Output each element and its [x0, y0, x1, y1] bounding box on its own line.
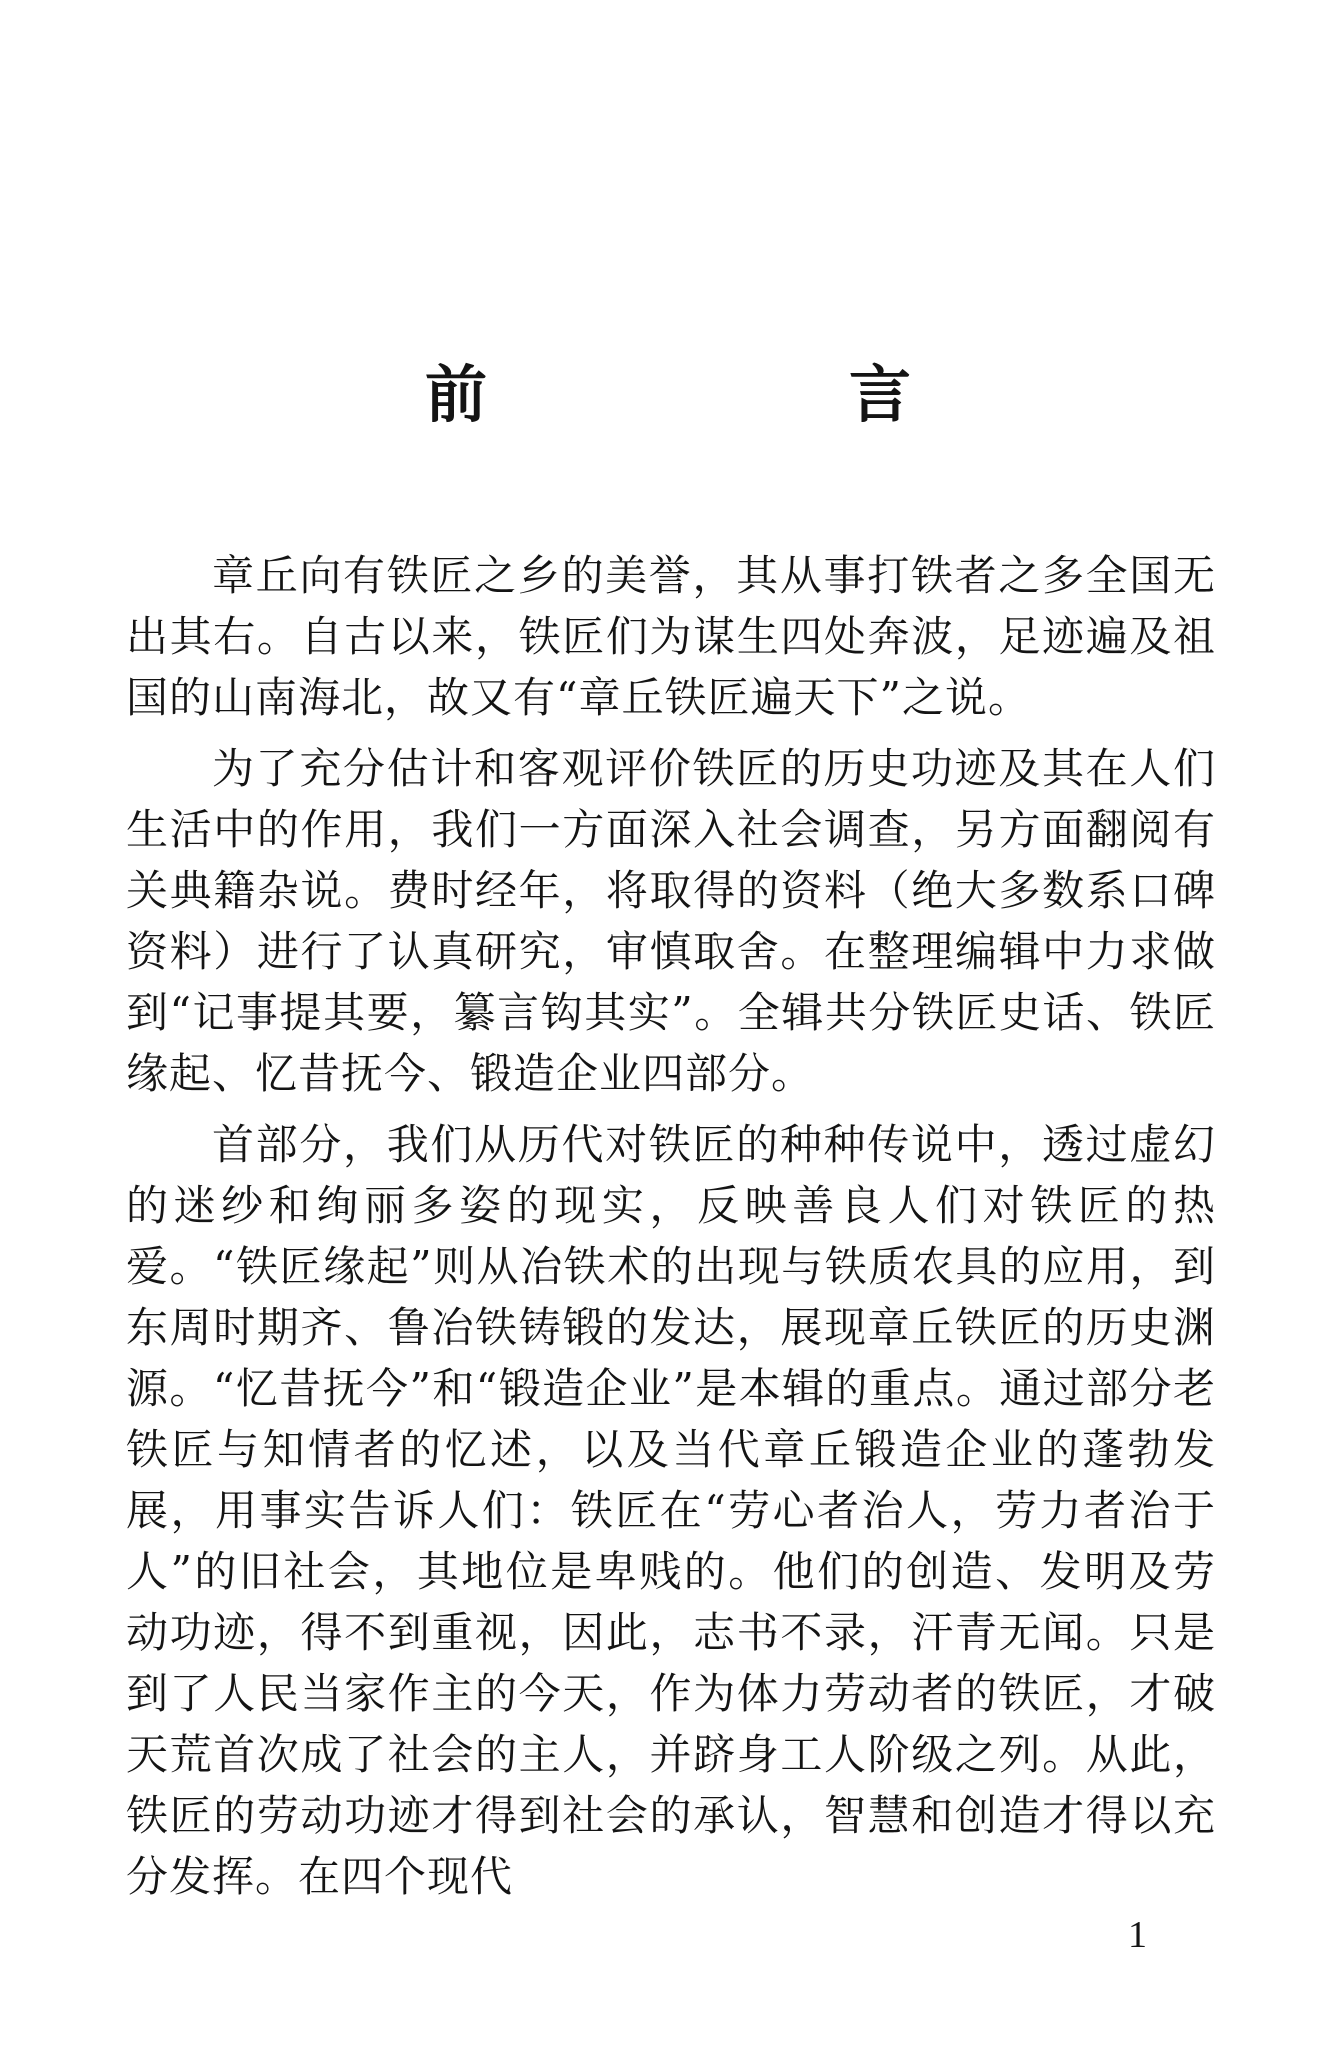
paragraph: 章丘向有铁匠之乡的美誉，其从事打铁者之多全国无出其右。自古以来，铁匠们为谋生四处奔波，足迹遍及祖国的山南海北，故又有“章丘铁匠遍天下”之说。 — [126, 551, 1216, 722]
paragraph: 首部分，我们从历代对铁匠的种种传说中，透过虚幻的迷纱和绚丽多姿的现实，反映善良人们对铁匠的热爱。“铁匠缘起”则从冶铁术的出现与铁质农具的应用，到东周时期齐、鲁冶铁铸锻的发达，展现章丘铁匠的历史渊源。“忆昔抚今”和“锻造企业”是本辑的重点。通过部分老铁匠与知情者的忆述，以及当代章丘锻造企业的蓬勃发展，用事实告诉人们：铁匠在“劳心者治人，劳力者治于人”的旧社会，其地位是卑贱的。他们的创造、发明及劳动功迹，得不到重视，因此，志书不录，汗青无闻。只是到了人民当家作主的今天，作为体力劳动者的铁匠，才破天荒首次成了社会的主人，并跻身工人阶级之列。从此，铁匠的劳动功迹才得到社会的承认，智慧和创造才得以充分发挥。在四个现代 — [126, 1120, 1216, 1901]
page-number: 1 — [1128, 1914, 1147, 1956]
page-title: 前 言 — [424, 358, 1061, 431]
paragraph: 为了充分估计和客观评价铁匠的历史功迹及其在人们生活中的作用，我们一方面深入社会调查，另方面翻阅有关典籍杂说。费时经年，将取得的资料（绝大多数系口碑资料）进行了认真研究，审慎取舍。在整理编辑中力求做到“记事提其要，纂言钩其实”。全辑共分铁匠史话、铁匠缘起、忆昔抚今、锻造企业四部分。 — [126, 744, 1216, 1098]
body-text — [126, 545, 1216, 1917]
